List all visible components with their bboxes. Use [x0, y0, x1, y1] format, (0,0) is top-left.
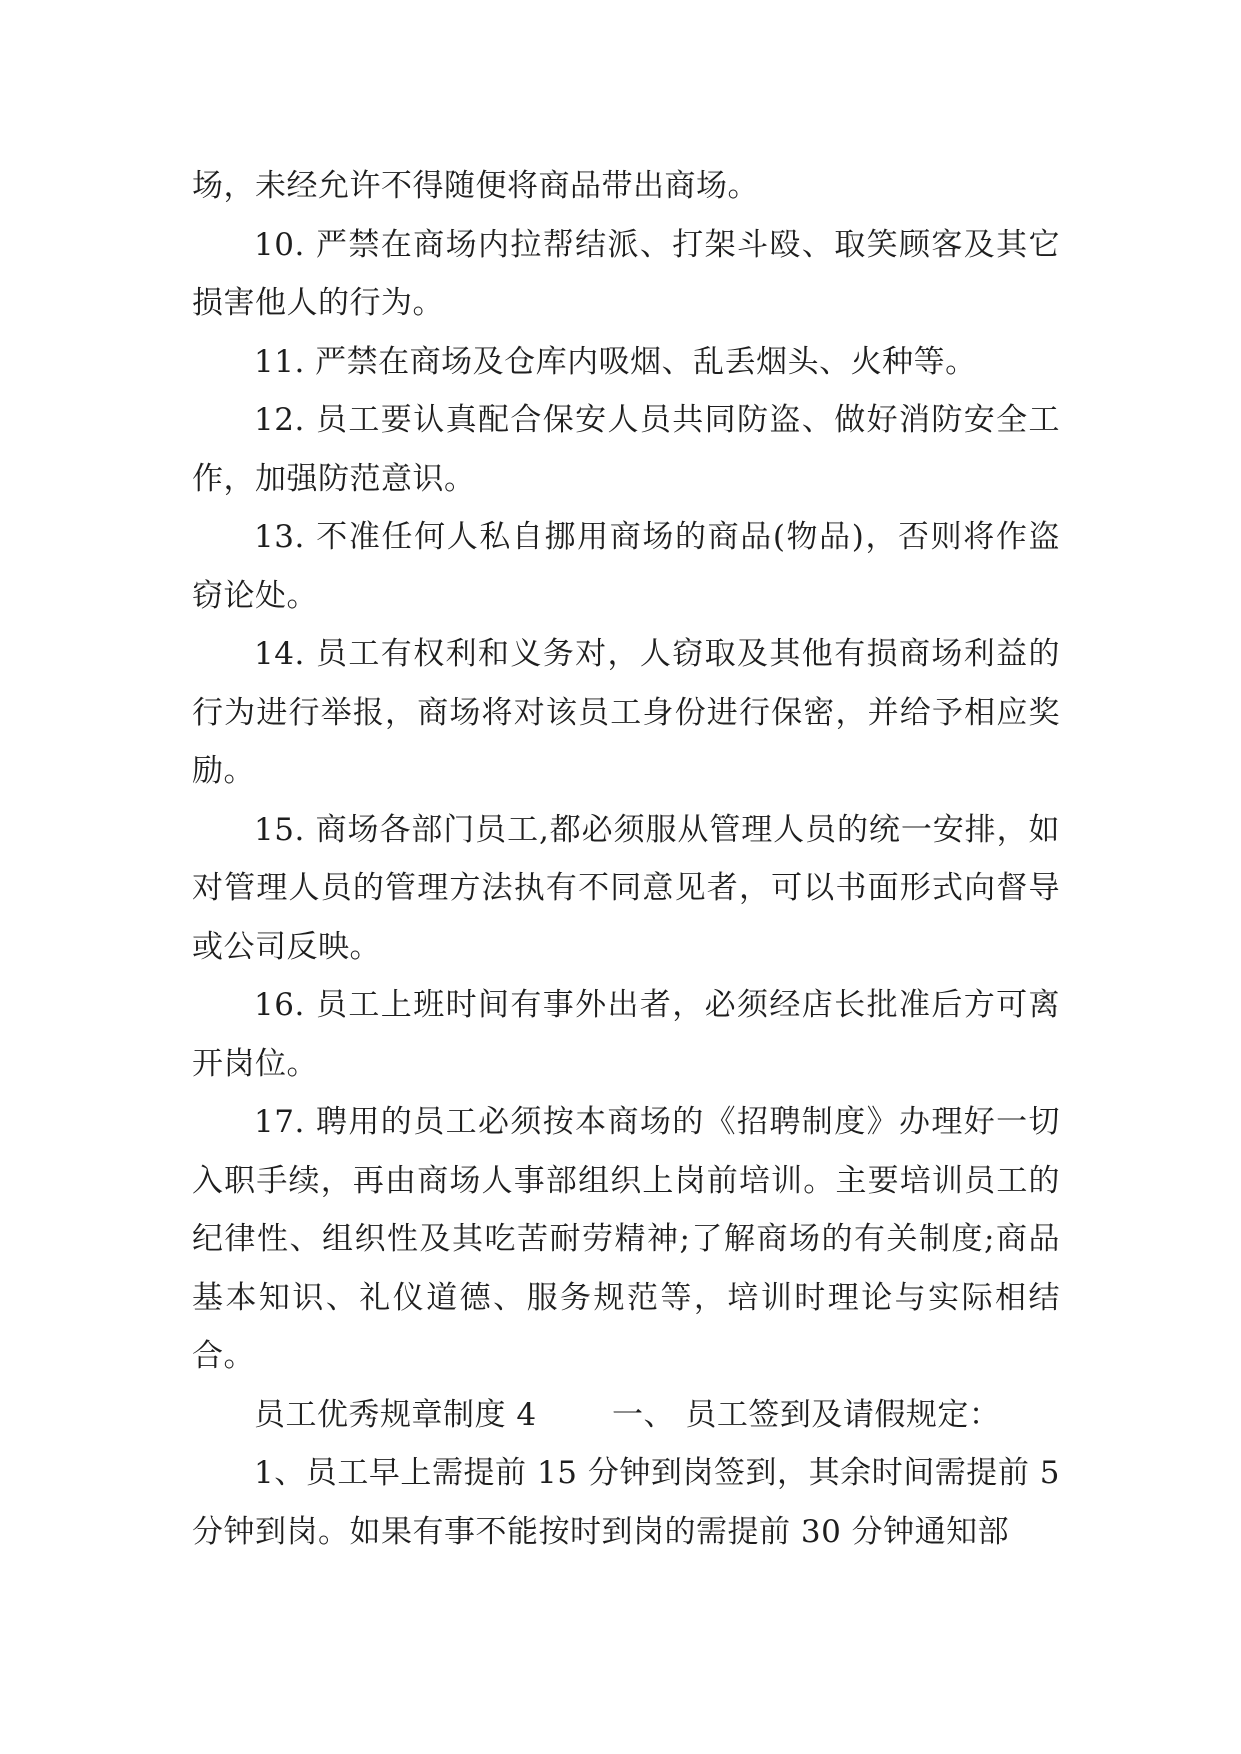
rule-17: 17. 聘用的员工必须按本商场的《招聘制度》办理好一切入职手续，再由商场人事部组织上岗前培训。主要培训员工的纪律性、组织性及其吃苦耐劳精神;了解商场的有关制度;商品基本知识、礼仪道德、服务规范等，培训时理论与实际相结合。	[192, 1104, 1060, 1374]
subsection-title: 一、 员工签到及请假规定：	[612, 1396, 1001, 1433]
rule-13: 13. 不准任何人私自挪用商场的商品(物品)，否则将作盗窃论处。	[192, 519, 1060, 614]
rule-15: 15. 商场各部门员工,都必须服从管理人员的统一安排，如对管理人员的管理方法执有不同意见者，可以书面形式向督导或公司反映。	[192, 811, 1060, 965]
section-heading	[192, 1386, 1060, 1445]
rule-10: 10. 严禁在商场内拉帮结派、打架斗殴、取笑顾客及其它损害他人的行为。	[192, 226, 1060, 321]
rule-12: 12. 员工要认真配合保安人员共同防盗、做好消防安全工作，加强防范意识。	[192, 402, 1060, 497]
rule-11: 11. 严禁在商场及仓库内吸烟、乱丢烟头、火种等。	[254, 343, 977, 380]
rule-14: 14. 员工有权利和义务对，人窃取及其他有损商场利益的行为进行举报，商场将对该员工身份进行保密，并给予相应奖励。	[192, 636, 1060, 789]
document-body	[192, 157, 1060, 1561]
rule-1-signin: 1、员工早上需提前 15 分钟到岗签到，其余时间需提前 5 分钟到岗。如果有事不能按时到岗的需提前 30 分钟通知部	[192, 1455, 1060, 1550]
section-title: 员工优秀规章制度 4	[254, 1396, 537, 1433]
paragraph-continuation: 场，未经允许不得随便将商品带出商场。	[192, 168, 759, 204]
rule-16: 16. 员工上班时间有事外出者，必须经店长批准后方可离开岗位。	[192, 987, 1060, 1082]
